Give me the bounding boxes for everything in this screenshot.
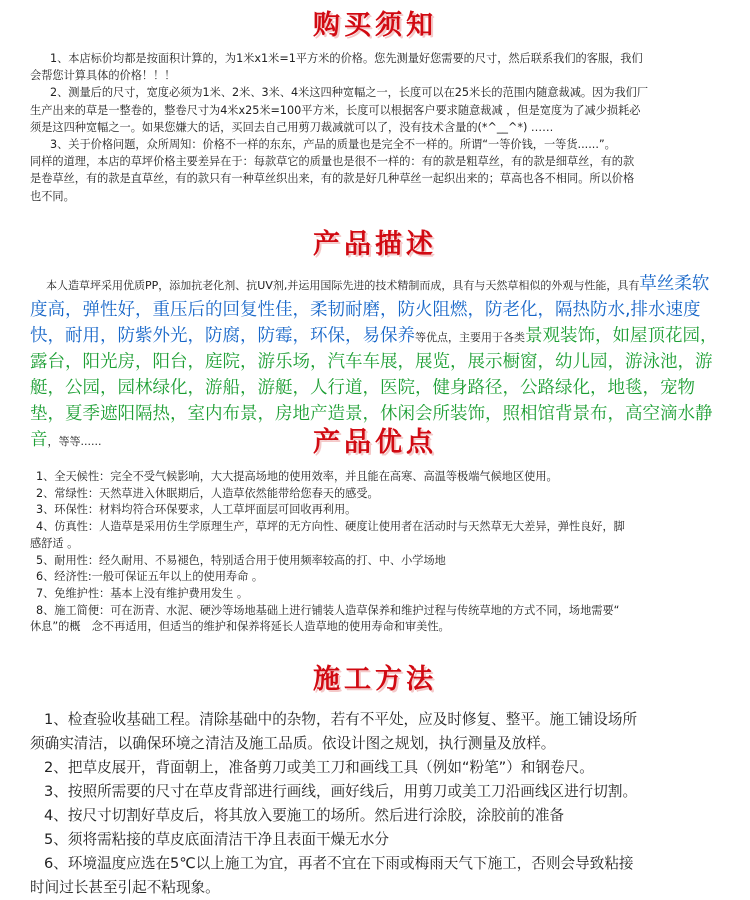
construction-step-continued: 时间过长甚至引起不粘现象。 (30, 879, 220, 896)
description-ending: ，等等...... (47, 435, 102, 448)
construction-step: 2、把草皮展开，背面朝上，准备剪刀或美工刀和画线工具（例如“粉笔”）和钢卷尺。 (44, 759, 594, 776)
construction-step: 3、按照所需要的尺寸在草皮背部进行画线，画好线后，用剪刀或美工刀沿画线区进行切割。 (44, 783, 638, 800)
heading-construction-method: 施工方法 (313, 664, 437, 695)
advantage-item: 2、常绿性：天然草进入休眠期后，人造草依然能带给您春天的感受。 (36, 486, 379, 500)
construction-step: 4、按尺寸切割好草皮后，将其放入要施工的场所。然后进行涂胶，涂胶前的准备 (44, 807, 565, 824)
advantage-item: 7、免维护性：基本上没有维护费用发生 。 (36, 586, 249, 600)
description-intro: 本人造草坪采用优质PP，添加抗老化剂、抗UV剂,并运用国际先进的技术精制而成，具有与天然草相似的外观与性能，具有 (46, 279, 640, 292)
text-line: 也不同。 (30, 189, 75, 203)
description-connector: 等优点，主要用于各类 (415, 331, 525, 344)
text-line: 须是这四种宽幅之一。如果您嫌大的话，买回去自己用剪刀裁减就可以了，没有技术含量的(*^__^*) …… (30, 120, 554, 134)
purchase-notice-section (30, 50, 720, 205)
construction-step: 6、环境温度应选在5℃以上施工为宜，再者不宜在下雨或梅雨天气下施工，否则会导致粘接 (44, 855, 634, 872)
text-line: 3、关于价格问题，众所周知：价格不一样的东东，产品的质量也是完全不一样的。所谓“一等价钱，一等货......”。 (50, 138, 616, 152)
construction-steps (30, 708, 720, 900)
construction-step: 1、检查验收基础工程。清除基础中的杂物，若有不平处，应及时修复、整平。施工铺设场所 (44, 711, 638, 728)
heading-product-advantages: 产品优点 (313, 427, 437, 458)
construction-step-continued: 须确实清洁，以确保环境之清洁及施工品质。依设计图之规划，执行测量及放样。 (30, 735, 556, 752)
text-line: 1、本店标价均都是按面积计算的，为1米x1米=1平方米的价格。您先测量好您需要的尺寸，然后联系我们的客服，我们 (50, 52, 643, 65)
text-line: 同样的道理，本店的草坪价格主要差异在于：每款草它的质量也是很不一样的：有的款是粗草丝，有的款是细草丝，有的款 (30, 155, 635, 169)
advantage-item: 4、仿真性：人造草是采用仿生学原理生产，草坪的无方向性、硬度让使用者在活动时与天然草无大差异，弹性良好，脚 (36, 520, 625, 534)
text-line: 生产出来的草是一整卷的，整卷尺寸为4米x25米=100平方米，长度可以根据客户要求随意裁减 ，但是宽度为了减少损耗必 (30, 103, 641, 117)
description-features: 草丝柔软度高，弹性好，重压后的回复性佳，柔韧耐磨，防火阻燃，防老化，隔热防水,排水速度快，耐用，防紫外光，防腐，防霉，环保，易保养 (30, 274, 710, 346)
purchase-para-3 (30, 136, 720, 205)
advantage-item: 5、耐用性：经久耐用、不易褪色，特别适合用于使用频率较高的打、中、小学场地 (36, 553, 446, 567)
advantage-item: 6、经济性:一般可保证五年以上的使用寿命 。 (36, 570, 264, 584)
purchase-para-1 (30, 50, 720, 84)
text-line: 是卷草丝，有的款是直草丝，有的款只有一种草丝织出来，有的款是好几种草丝一起织出来的；草高也各不相同。所以价格 (30, 172, 635, 186)
advantage-item-continued: 休息”的概 念不再适用，但适当的维护和保养将延长人造草地的使用寿命和审美性。 (30, 620, 450, 634)
product-advantages-list (30, 469, 720, 636)
heading-product-description: 产品描述 (313, 229, 437, 260)
advantage-item-continued: 感舒适 。 (30, 536, 79, 550)
advantage-item: 8、施工简便：可在沥青、水泥、硬沙等场地基础上进行铺装人造草保养和维护过程与传统草地的方式不同，场地需要“ (36, 603, 620, 617)
advantage-item: 3、环保性：材料均符合环保要求，人工草坪面层可回收再利用。 (36, 503, 357, 517)
heading-purchase-notice: 购买须知 (313, 10, 437, 41)
construction-step: 5、须将需粘接的草皮底面清洁干净且表面干燥无水分 (44, 831, 389, 848)
description-uses: 景观装饰，如屋顶花园，露台，阳光房，阳台，庭院，游乐场，汽车车展，展览，展示橱窗，幼儿园，游泳池，游艇，公园，园林绿化，游船，游艇，人行道，医院，健身路径，公路绿化，地毯，宠物垫，夏季遮阳隔热，室内布景，房地产造景，休闲会所装饰，照相馆背景布，高空滴水静音 (30, 326, 718, 450)
text-line: 2、测量后的尺寸，宽度必须为1米、2米、3米、4米这四种宽幅之一，长度可以在25米长的范围内随意裁减。因为我们厂 (50, 86, 649, 100)
advantage-item: 1、全天候性：完全不受气候影响，大大提高场地的使用效率，并且能在高寒、高温等极端气候地区使用。 (36, 470, 558, 483)
purchase-para-2 (30, 84, 720, 136)
text-line: 会帮您计算具体的价格！！！ (30, 69, 176, 83)
